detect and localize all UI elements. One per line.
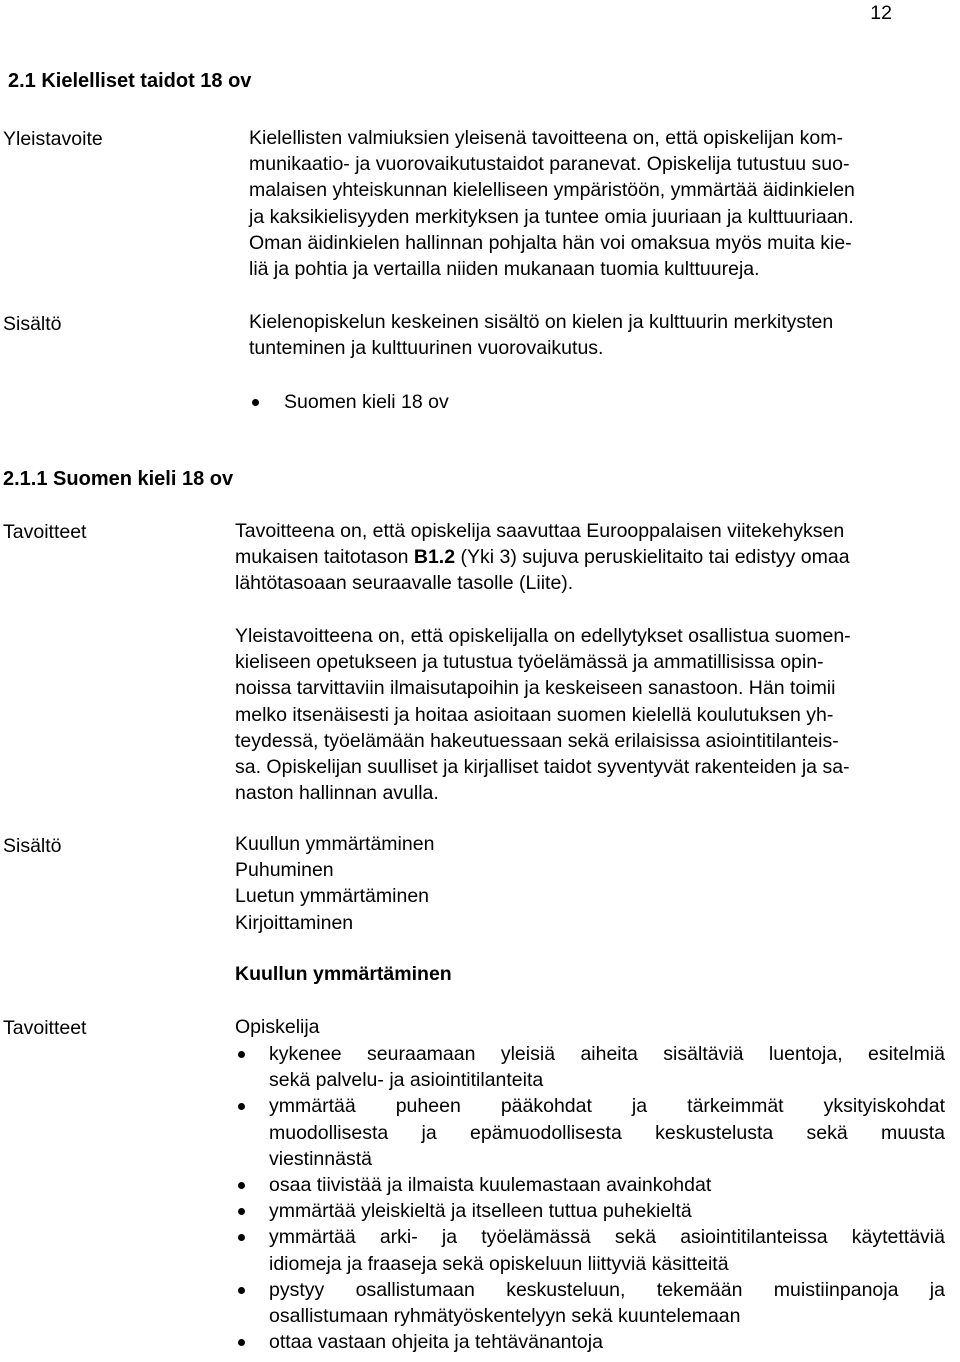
bullet-icon [238, 1234, 245, 1241]
yleistavoite-label: Yleistavoite [3, 128, 103, 150]
text-line: naston hallinnan avulla. [235, 782, 439, 805]
list-item [235, 1093, 945, 1172]
list-item: Kuullun ymmärtäminen [235, 833, 435, 855]
list-item-line: ottaa vastaan ohjeita ja tehtävänantoja [269, 1331, 603, 1354]
text-segment: (Yki 3) sujuva peruskielitaito tai edistyy omaa [455, 546, 850, 569]
list-item [249, 389, 939, 415]
level-b1: B1. [413, 546, 445, 569]
list-item-line: kykenee seuraamaan yleisiä aiheita sisältäviä luentoja, esitelmiä [269, 1043, 945, 1065]
level-b1-digit: 2 [444, 546, 456, 569]
list-item [235, 1041, 945, 1093]
sisalto-text [249, 309, 939, 361]
text-line: sa. Opiskelijan suulliset ja kirjalliset taidot syventyvät rakenteiden ja sa- [235, 756, 850, 779]
tavoitteet-label: Tavoitteet [3, 521, 87, 543]
list-item [235, 1198, 945, 1224]
bullet-icon [238, 1208, 245, 1215]
text-line: noissa tarvittaviin ilmaisutapoihin ja keskeiseen sanastoon. Hän toimii [235, 677, 836, 700]
list-item-line: ymmärtää arki- ja työelämässä sekä asiointitilanteissa käytettäviä [269, 1226, 945, 1249]
list-item: Puhuminen [235, 859, 334, 882]
list-item-line: viestinnästä [269, 1147, 372, 1170]
text-line [235, 544, 957, 570]
text-line: melko itsenäisesti ja hoitaa asioitaan suomen kielellä koulutuksen yh- [235, 703, 834, 726]
text-segment: mukaisen taitotason [235, 546, 414, 569]
bullet-icon [238, 1339, 245, 1346]
list-item-line: muodollisesta ja epämuodollisesta keskustelusta sekä muusta [269, 1121, 945, 1144]
text-line: liä ja pohtia ja vertailla niiden mukanaan tuomia kulttuureja. [249, 258, 760, 281]
text-line: munikaatio- ja vuorovaikutustaidot paranevat. Opiskelija tutustuu suo- [249, 153, 850, 176]
text-line: Kielellisten valmiuksien yleisenä tavoitteena on, että opiskelijan kom- [249, 127, 843, 149]
section-heading: 2.1 Kielelliset taidot 18 ov [8, 70, 252, 92]
list-item: Luetun ymmärtäminen [235, 885, 430, 908]
list-item-line: ymmärtää yleiskieltä ja itselleen tuttua puhekieltä [269, 1200, 692, 1223]
list-item-line: ymmärtää puheen pääkohdat ja tärkeimmät yksityiskohdat [269, 1095, 945, 1118]
bullet-icon [238, 1103, 245, 1110]
text-line: kieliseen opetukseen ja tutustua työelämässä ja ammatillisissa opin- [235, 651, 824, 674]
page-number: 12 [870, 2, 892, 24]
list-item [235, 1277, 945, 1329]
text-line: teydessä, työelämään hakeutuessaan sekä erilaisissa asiointitilanteis- [235, 729, 839, 752]
bullet-icon [238, 1287, 245, 1294]
sisalto-items [235, 831, 957, 936]
list-item [235, 1329, 945, 1355]
sisalto-bullet-list [249, 389, 939, 415]
text-line: tunteminen ja kulttuurinen vuorovaikutus. [249, 337, 604, 360]
subsection-heading: 2.1.1 Suomen kieli 18 ov [3, 468, 234, 490]
list-item-line: idiomeja ja fraaseja sekä opiskeluun liittyviä käsitteitä [269, 1252, 729, 1275]
opiskelija-label: Opiskelija [235, 1016, 320, 1038]
text-line: malaisen yhteiskunnan kielelliseen ympäristöön, ymmärtää äidinkielen [249, 179, 855, 202]
kuullun-heading: Kuullun ymmärtäminen [235, 963, 452, 985]
bullet-icon [252, 399, 259, 406]
text-line: Tavoitteena on, että opiskelija saavuttaa Eurooppalaisen viitekehyksen [235, 520, 845, 542]
yleistavoite-paragraph [235, 623, 957, 806]
text-line: Kielenopiskelun keskeinen sisältö on kielen ja kulttuurin merkitysten [249, 311, 834, 333]
sisalto-label: Sisältö [3, 313, 62, 335]
bullet-icon [238, 1051, 245, 1058]
bullet-icon [238, 1182, 245, 1189]
list-item [235, 1224, 945, 1276]
text-line: lähtötasoaan seuraavalle tasolle (Liite). [235, 572, 574, 595]
list-item: Kirjoittaminen [235, 911, 354, 934]
objectives-bullet-list [235, 1041, 945, 1355]
yleistavoite-text [249, 125, 939, 282]
text-line: Yleistavoitteena on, että opiskelijalla on edellytykset osallistua suomen- [235, 625, 851, 647]
list-item-line: osallistumaan ryhmätyöskentelyyn sekä kuuntelemaan [269, 1305, 741, 1328]
text-line: ja kaksikielisyyden merkityksen ja tuntee omia juuriaan ja kulttuuriaan. [249, 205, 854, 228]
list-item-line: sekä palvelu- ja asiointitilanteita [269, 1069, 544, 1092]
list-item-line: pystyy osallistumaan keskusteluun, tekemään muistiinpanoja ja [269, 1278, 945, 1301]
list-item-text: Suomen kieli 18 ov [284, 391, 449, 413]
list-item-line: osaa tiivistää ja ilmaista kuulemastaan avainkohdat [269, 1174, 712, 1197]
tavoitteet-label-2: Tavoitteet [3, 1017, 87, 1039]
sisalto-label-2: Sisältö [3, 835, 62, 857]
list-item [235, 1172, 945, 1198]
text-line: Oman äidinkielen hallinnan pohjalta hän voi omaksua myös muita kie- [249, 231, 852, 254]
tavoitteet-text [235, 518, 957, 597]
